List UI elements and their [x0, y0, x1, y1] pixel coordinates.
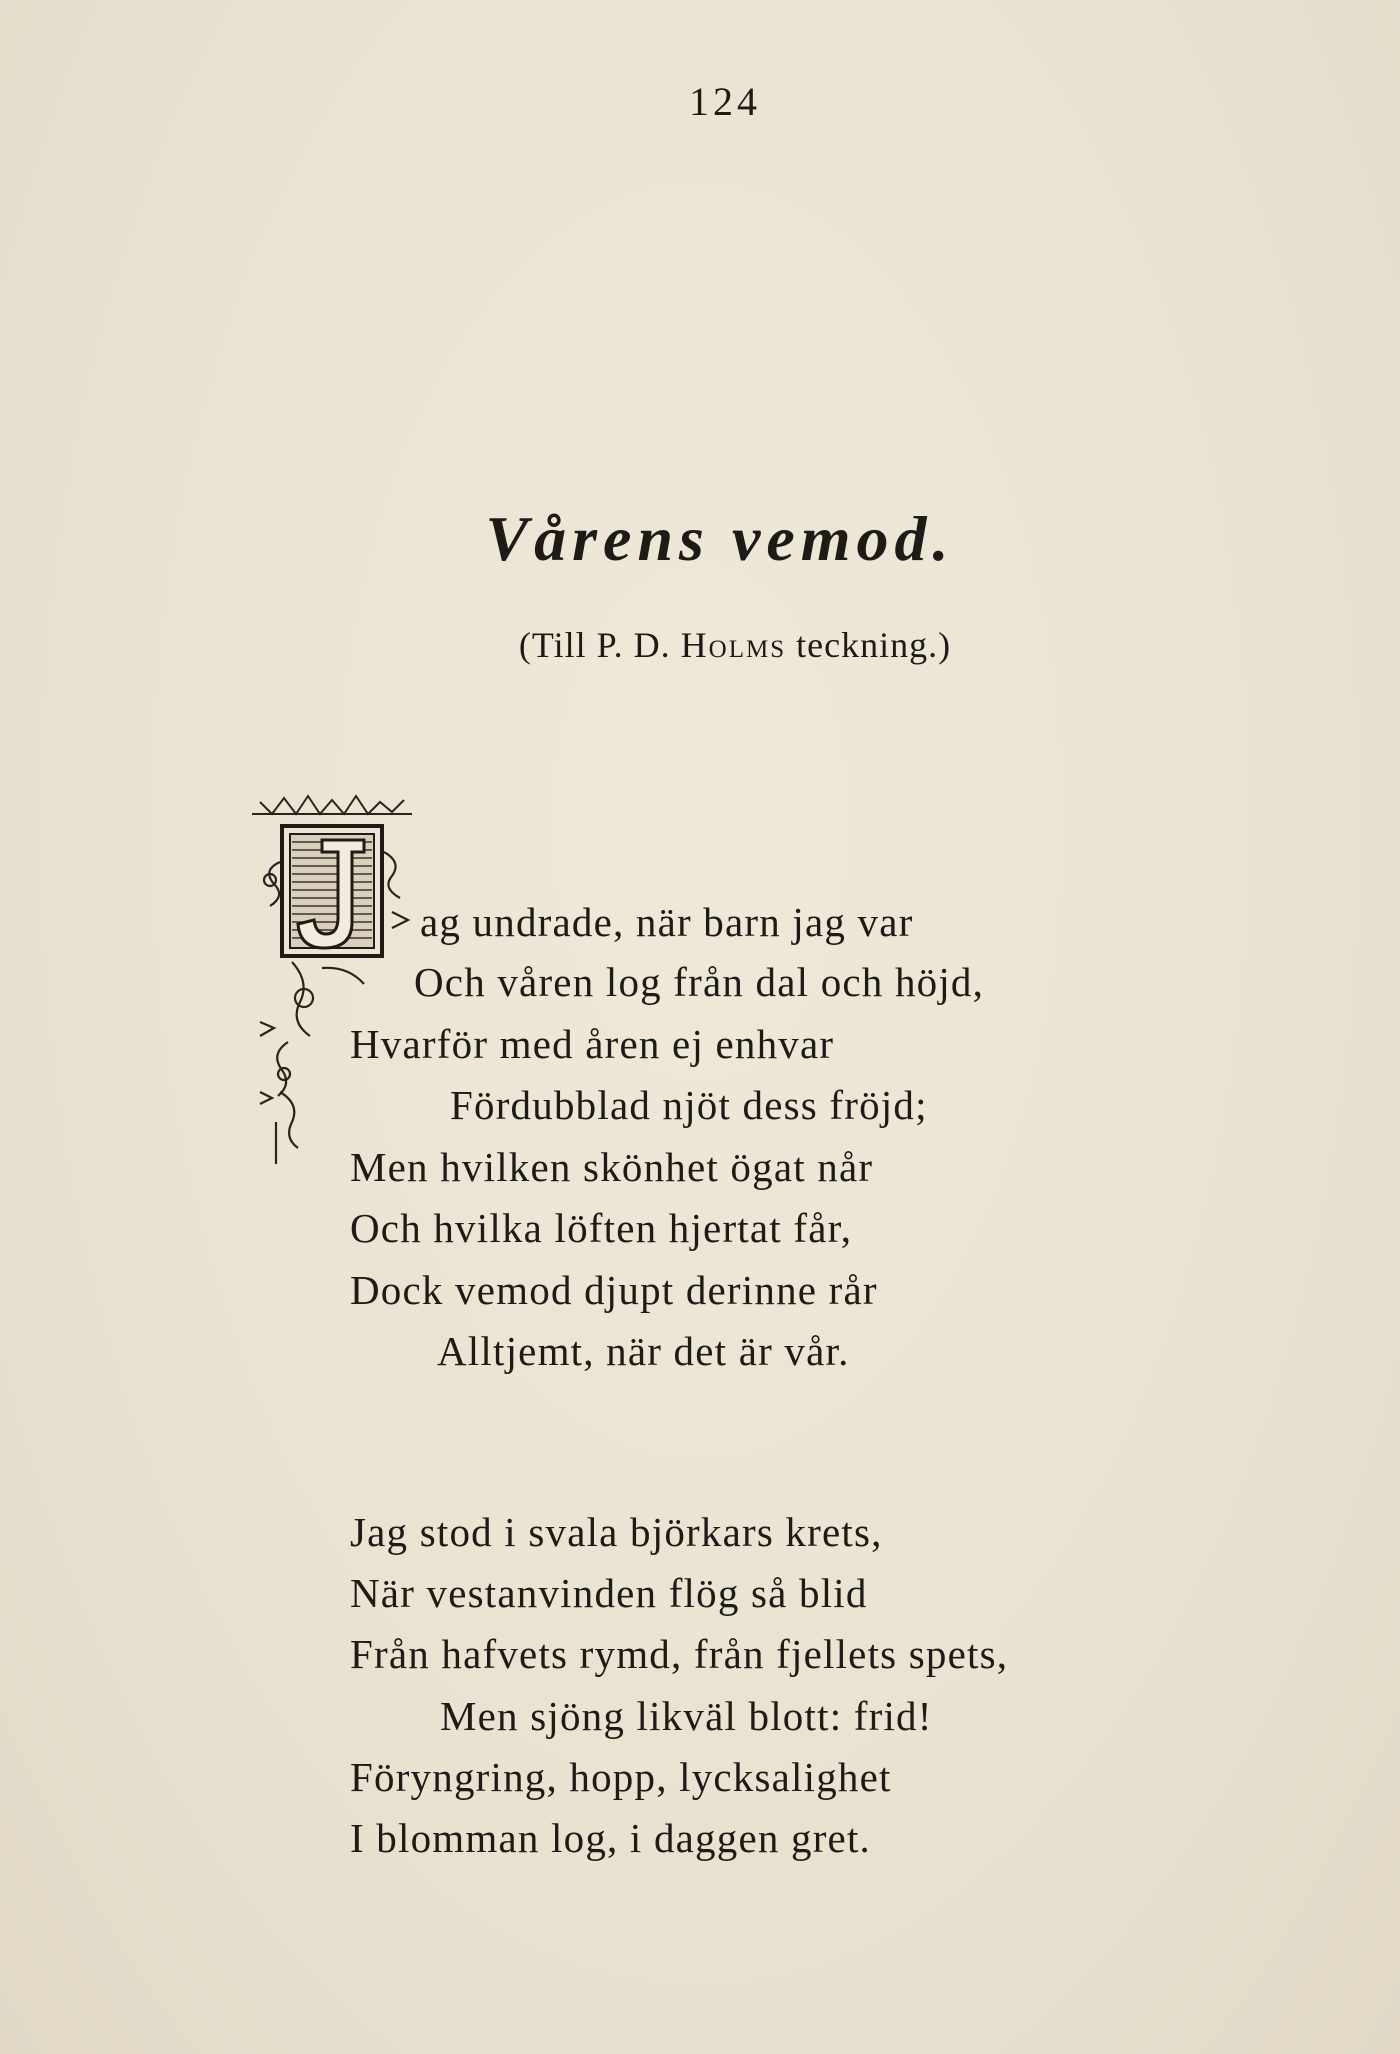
subtitle-open: (Till P. D. — [518, 625, 671, 665]
stanza1-line-8: Alltjemt, när det är vår. — [437, 1328, 850, 1374]
stanza1-line-5: Men hvilken skönhet ögat når — [350, 1144, 874, 1190]
stanza2-line-5: Föryngring, hopp, lycksalighet — [350, 1754, 892, 1800]
stanza1-line-3: Hvarför med åren ej enhvar — [350, 1021, 835, 1067]
stanza1-line-2: Och våren log från dal och höjd, — [414, 959, 985, 1005]
stanza1-line-1: ag undrade, när barn jag var — [420, 899, 914, 945]
poem-title: Vårens vemod. — [485, 503, 955, 574]
page-number: 124 — [689, 79, 761, 124]
stanza1-line-4: Fördubblad njöt dess fröjd; — [450, 1082, 928, 1128]
ornamental-initial-icon — [252, 792, 420, 1172]
stanza1-line-6: Och hvilka löften hjertat får, — [350, 1205, 853, 1251]
ornamental-initial — [252, 792, 420, 1172]
stanza2-line-6: I blomman log, i daggen gret. — [350, 1815, 871, 1861]
stanza2-line-1: Jag stod i svala björkars krets, — [350, 1509, 883, 1555]
subtitle-close: teckning.) — [796, 625, 952, 665]
subtitle-name: Holms — [680, 625, 787, 665]
stanza2-line-4: Men sjöng likväl blott: frid! — [440, 1693, 933, 1739]
stanza1-line-7: Dock vemod djupt derinne rår — [350, 1267, 878, 1313]
poem-subtitle — [0, 624, 1400, 666]
stanza2-line-2: När vestanvinden flög så blid — [350, 1570, 868, 1616]
stanza2-line-3: Från hafvets rymd, från fjellets spets, — [350, 1631, 1009, 1677]
